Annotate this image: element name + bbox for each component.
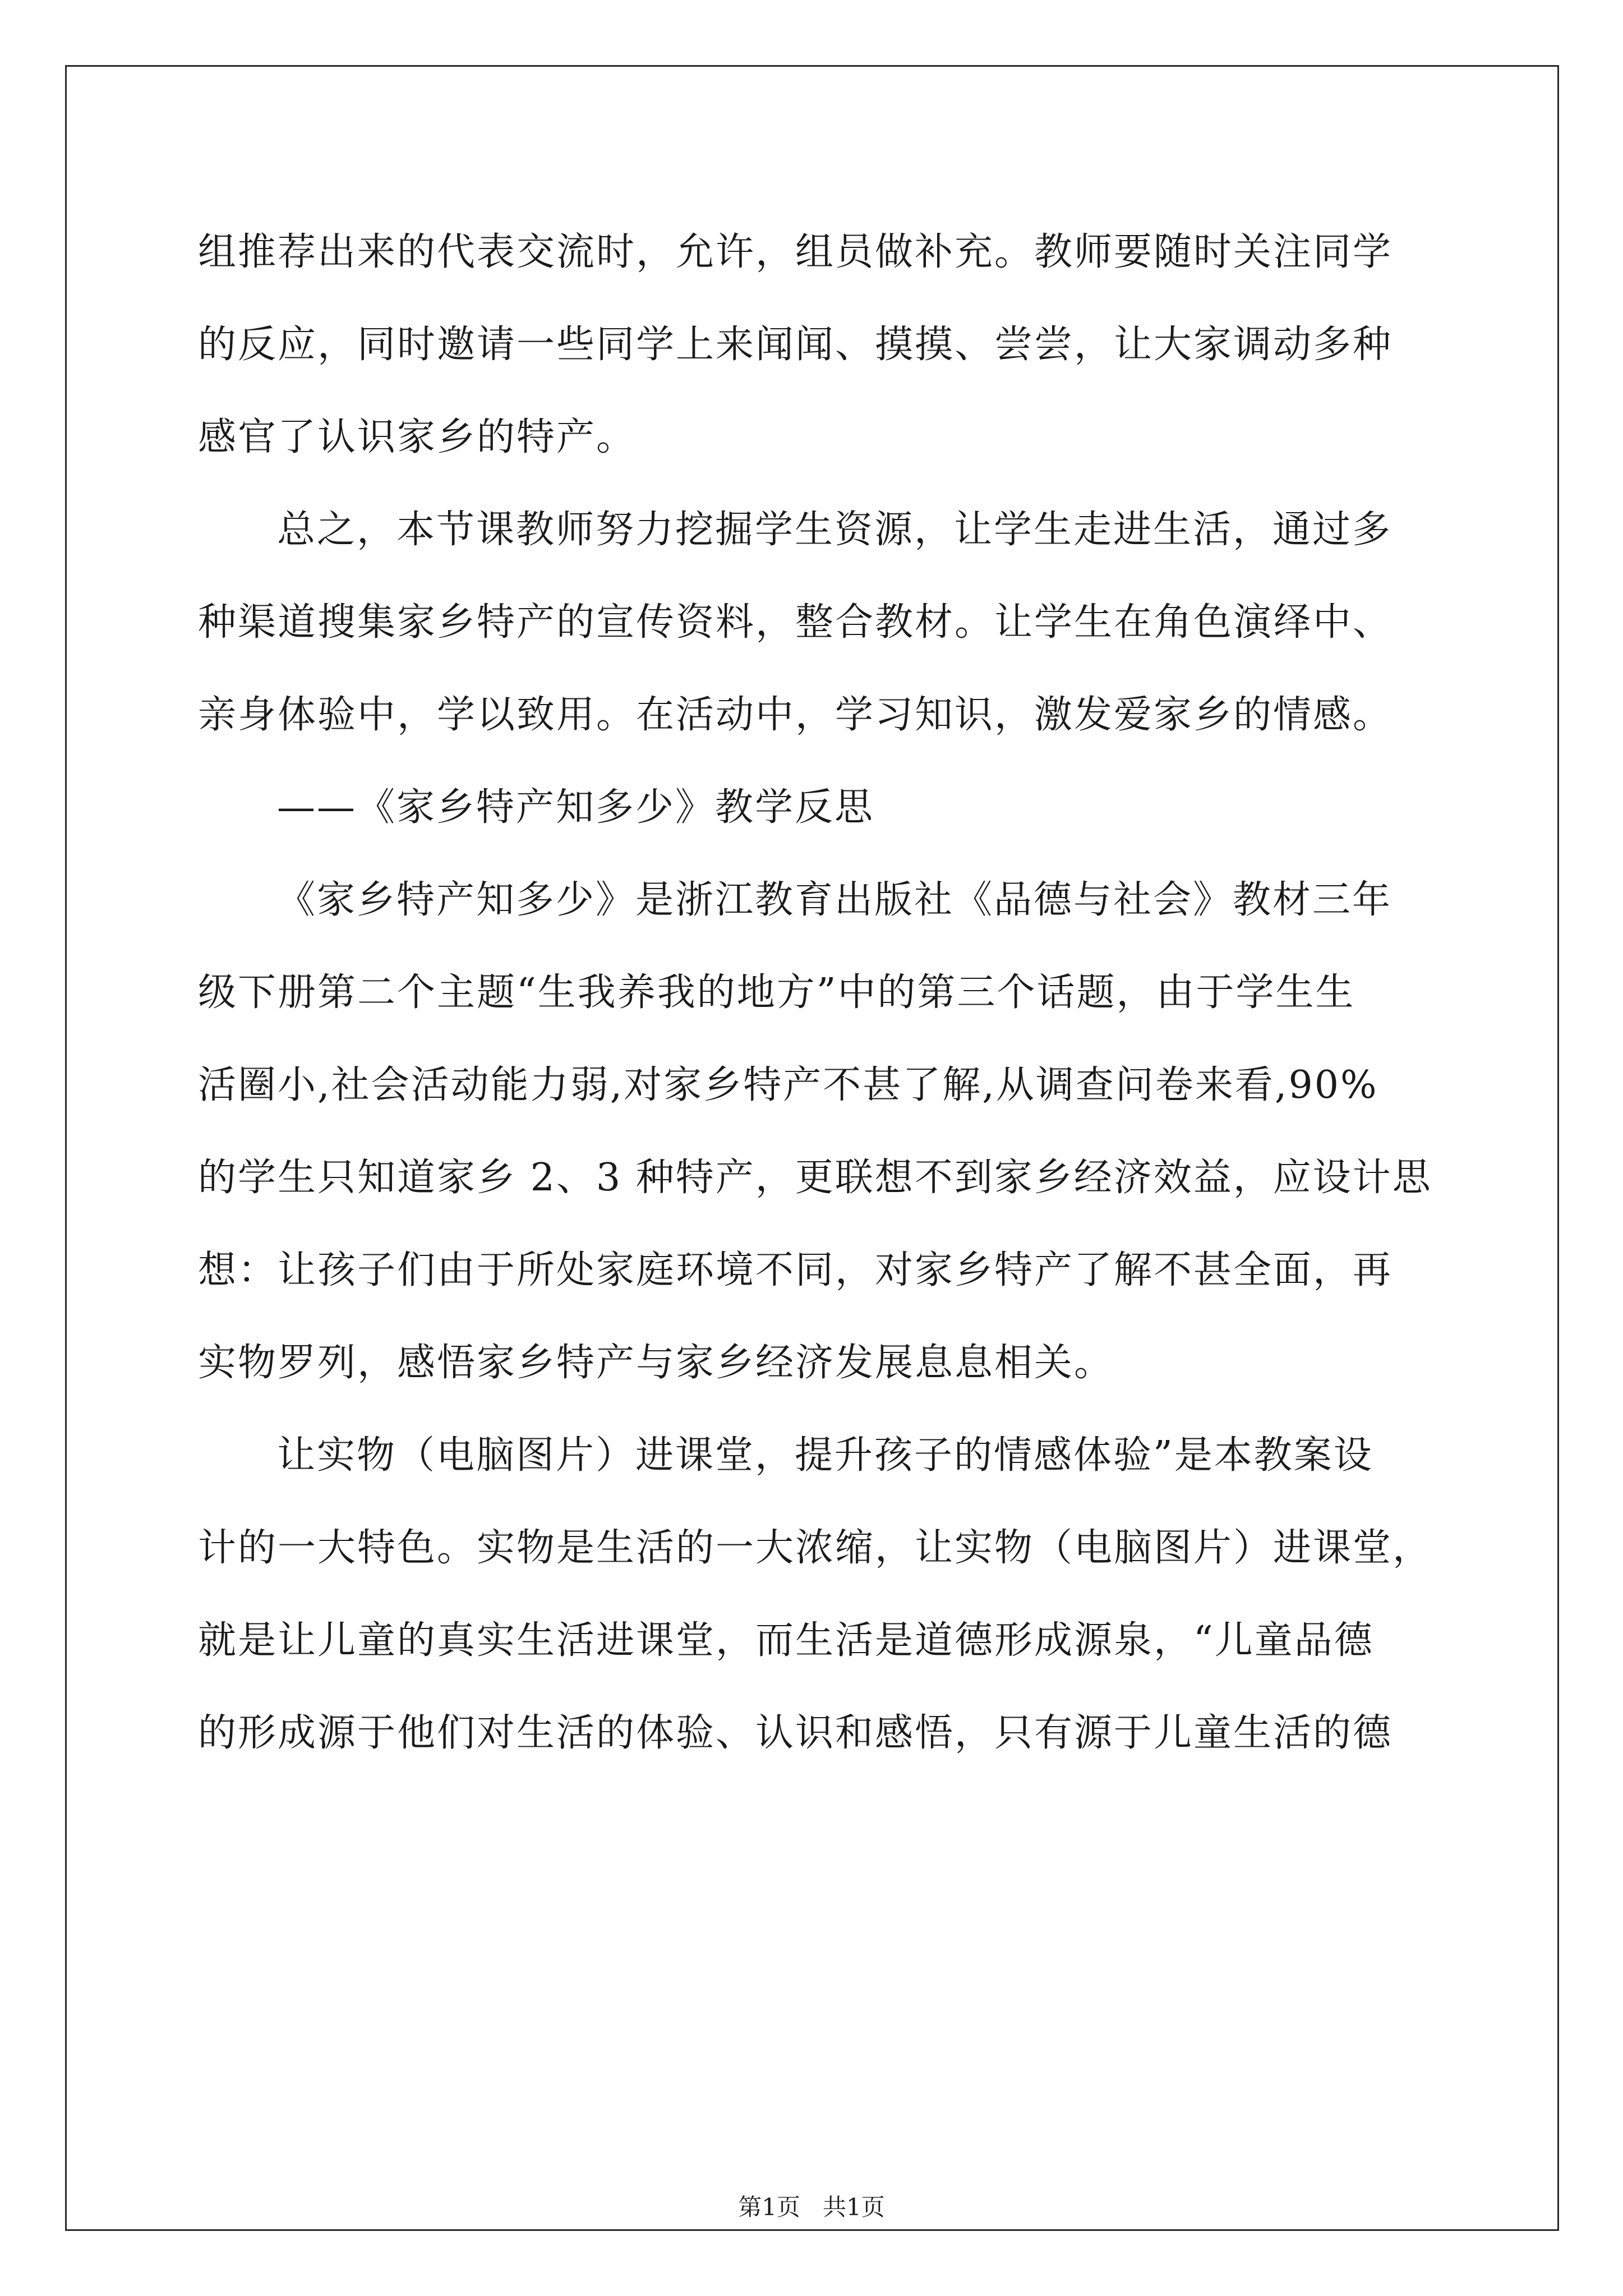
text-line-9: 级下册第二个主题“生我养我的地方”中的第三个话题，由于学生生 (198, 970, 1355, 1015)
text-line-16: 就是让儿童的真实生活进课堂，而生活是道德形成源泉，“儿童品德 (198, 1618, 1374, 1663)
text-line-12: 想：让孩子们由于所处家庭环境不同，对家乡特产了解不甚全面，再 (198, 1248, 1393, 1292)
text-line-3: 感官了认识家乡的特产。 (198, 415, 637, 459)
text-line-7: ——《家乡特产知多少》教学反思 (277, 785, 875, 830)
text-line-11: 的学生只知道家乡 2、3 种特产，更联想不到家乡经济效益，应设计思 (198, 1156, 1432, 1200)
page-border (65, 65, 1559, 2231)
text-line-15: 计的一大特色。实物是生活的一大浓缩，让实物（电脑图片）进课堂， (198, 1526, 1433, 1570)
text-line-8: 《家乡特产知多少》是浙江教育出版社《品德与社会》教材三年 (277, 878, 1393, 922)
text-line-10: 活圈小,社会活动能力弱,对家乡特产不甚了解,从调查问卷来看,90% (198, 1063, 1378, 1107)
text-line-6: 亲身体验中，学以致用。在活动中，学习知识，激发爱家乡的情感。 (198, 693, 1393, 737)
text-line-5: 种渠道搜集家乡特产的宣传资料，整合教材。让学生在角色演绎中、 (198, 600, 1393, 645)
page-footer: 第1页 共1页 (738, 2193, 885, 2221)
text-line-13: 实物罗列，感悟家乡特产与家乡经济发展息息相关。 (198, 1341, 1114, 1385)
text-line-14: 让实物（电脑图片）进课堂，提升孩子的情感体验”是本教案设 (277, 1433, 1373, 1478)
text-line-2: 的反应，同时邀请一些同学上来闻闻、摸摸、尝尝，让大家调动多种 (198, 323, 1393, 367)
text-line-4: 总之，本节课教师努力挖掘学生资源，让学生走进生活，通过多 (277, 508, 1393, 552)
text-line-1: 组推荐出来的代表交流时，允许，组员做补充。教师要随时关注同学 (198, 230, 1393, 274)
text-line-17: 的形成源于他们对生活的体验、认识和感悟，只有源于儿童生活的德 (198, 1711, 1393, 1755)
